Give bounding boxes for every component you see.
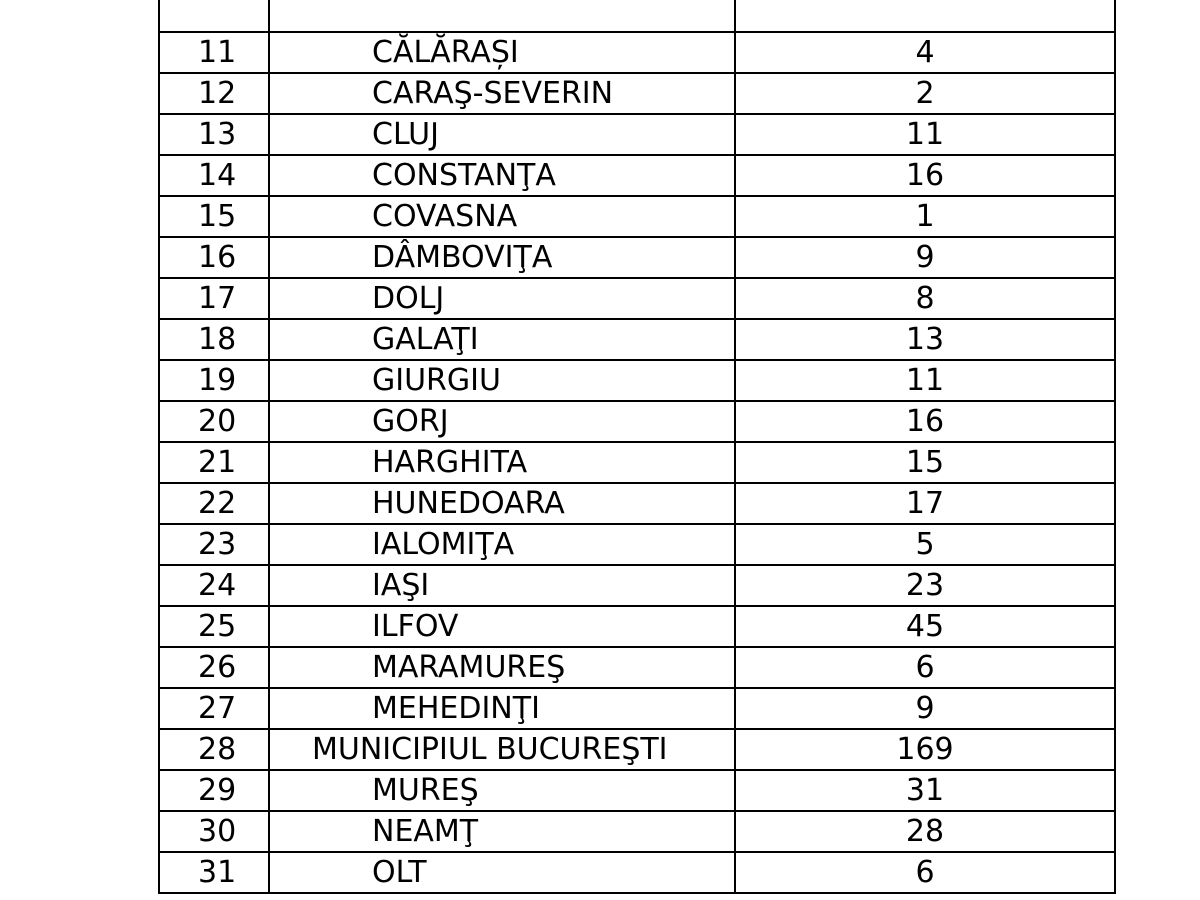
county-name-cell [269, 0, 735, 32]
county-name-cell: GORJ [269, 401, 735, 442]
table-row [159, 606, 1115, 647]
row-number-cell: 14 [159, 155, 269, 196]
table-row [159, 360, 1115, 401]
table-row [159, 155, 1115, 196]
value-cell [735, 0, 1115, 32]
row-number-cell: 25 [159, 606, 269, 647]
county-name-cell: CĂLĂRAȘI [269, 32, 735, 73]
row-number-cell [159, 0, 269, 32]
table-row [159, 401, 1115, 442]
county-name-cell: HARGHITA [269, 442, 735, 483]
value-cell: 1 [735, 196, 1115, 237]
county-name-cell: GIURGIU [269, 360, 735, 401]
county-name-cell: DÂMBOVIŢA [269, 237, 735, 278]
county-name-cell: MARAMUREŞ [269, 647, 735, 688]
table-row [159, 483, 1115, 524]
table-row [159, 524, 1115, 565]
county-name-cell: IAŞI [269, 565, 735, 606]
value-cell: 6 [735, 852, 1115, 893]
row-number-cell: 18 [159, 319, 269, 360]
table-row [159, 319, 1115, 360]
row-number-cell: 29 [159, 770, 269, 811]
value-cell: 45 [735, 606, 1115, 647]
county-name-cell: MUREŞ [269, 770, 735, 811]
county-name-cell: DOLJ [269, 278, 735, 319]
row-number-cell: 16 [159, 237, 269, 278]
table-row [159, 32, 1115, 73]
row-number-cell: 19 [159, 360, 269, 401]
county-name-cell: OLT [269, 852, 735, 893]
county-name-cell: CONSTANŢA [269, 155, 735, 196]
county-name-cell: COVASNA [269, 196, 735, 237]
value-cell: 9 [735, 688, 1115, 729]
county-table [158, 0, 1116, 894]
value-cell: 13 [735, 319, 1115, 360]
value-cell: 11 [735, 114, 1115, 155]
value-cell: 23 [735, 565, 1115, 606]
table-row [159, 442, 1115, 483]
row-number-cell: 24 [159, 565, 269, 606]
county-name-cell: CARAŞ-SEVERIN [269, 73, 735, 114]
table-row [159, 278, 1115, 319]
row-number-cell: 22 [159, 483, 269, 524]
value-cell: 2 [735, 73, 1115, 114]
value-cell: 16 [735, 401, 1115, 442]
row-number-cell: 31 [159, 852, 269, 893]
row-number-cell: 17 [159, 278, 269, 319]
county-name-cell: CLUJ [269, 114, 735, 155]
value-cell: 4 [735, 32, 1115, 73]
table-row [159, 647, 1115, 688]
value-cell: 16 [735, 155, 1115, 196]
county-name-cell: MEHEDINŢI [269, 688, 735, 729]
row-number-cell: 30 [159, 811, 269, 852]
county-name-cell: MUNICIPIUL BUCUREŞTI [269, 729, 735, 770]
value-cell: 5 [735, 524, 1115, 565]
row-number-cell: 15 [159, 196, 269, 237]
table-row [159, 729, 1115, 770]
table-container [158, 0, 1114, 894]
row-number-cell: 13 [159, 114, 269, 155]
row-number-cell: 11 [159, 32, 269, 73]
county-name-cell: IALOMIŢA [269, 524, 735, 565]
county-name-cell: GALAŢI [269, 319, 735, 360]
table-row [159, 0, 1115, 32]
table-row [159, 811, 1115, 852]
row-number-cell: 12 [159, 73, 269, 114]
table-row [159, 852, 1115, 893]
table-row [159, 196, 1115, 237]
county-name-cell: NEAMŢ [269, 811, 735, 852]
value-cell: 8 [735, 278, 1115, 319]
row-number-cell: 27 [159, 688, 269, 729]
table-row [159, 688, 1115, 729]
county-name-cell: ILFOV [269, 606, 735, 647]
value-cell: 11 [735, 360, 1115, 401]
table-row [159, 73, 1115, 114]
table-row [159, 114, 1115, 155]
county-name-cell: HUNEDOARA [269, 483, 735, 524]
table-body [159, 0, 1115, 893]
value-cell: 17 [735, 483, 1115, 524]
value-cell: 9 [735, 237, 1115, 278]
value-cell: 6 [735, 647, 1115, 688]
row-number-cell: 26 [159, 647, 269, 688]
row-number-cell: 21 [159, 442, 269, 483]
row-number-cell: 28 [159, 729, 269, 770]
value-cell: 31 [735, 770, 1115, 811]
table-row [159, 770, 1115, 811]
value-cell: 15 [735, 442, 1115, 483]
table-row [159, 237, 1115, 278]
value-cell: 28 [735, 811, 1115, 852]
row-number-cell: 23 [159, 524, 269, 565]
value-cell: 169 [735, 729, 1115, 770]
table-row [159, 565, 1115, 606]
row-number-cell: 20 [159, 401, 269, 442]
